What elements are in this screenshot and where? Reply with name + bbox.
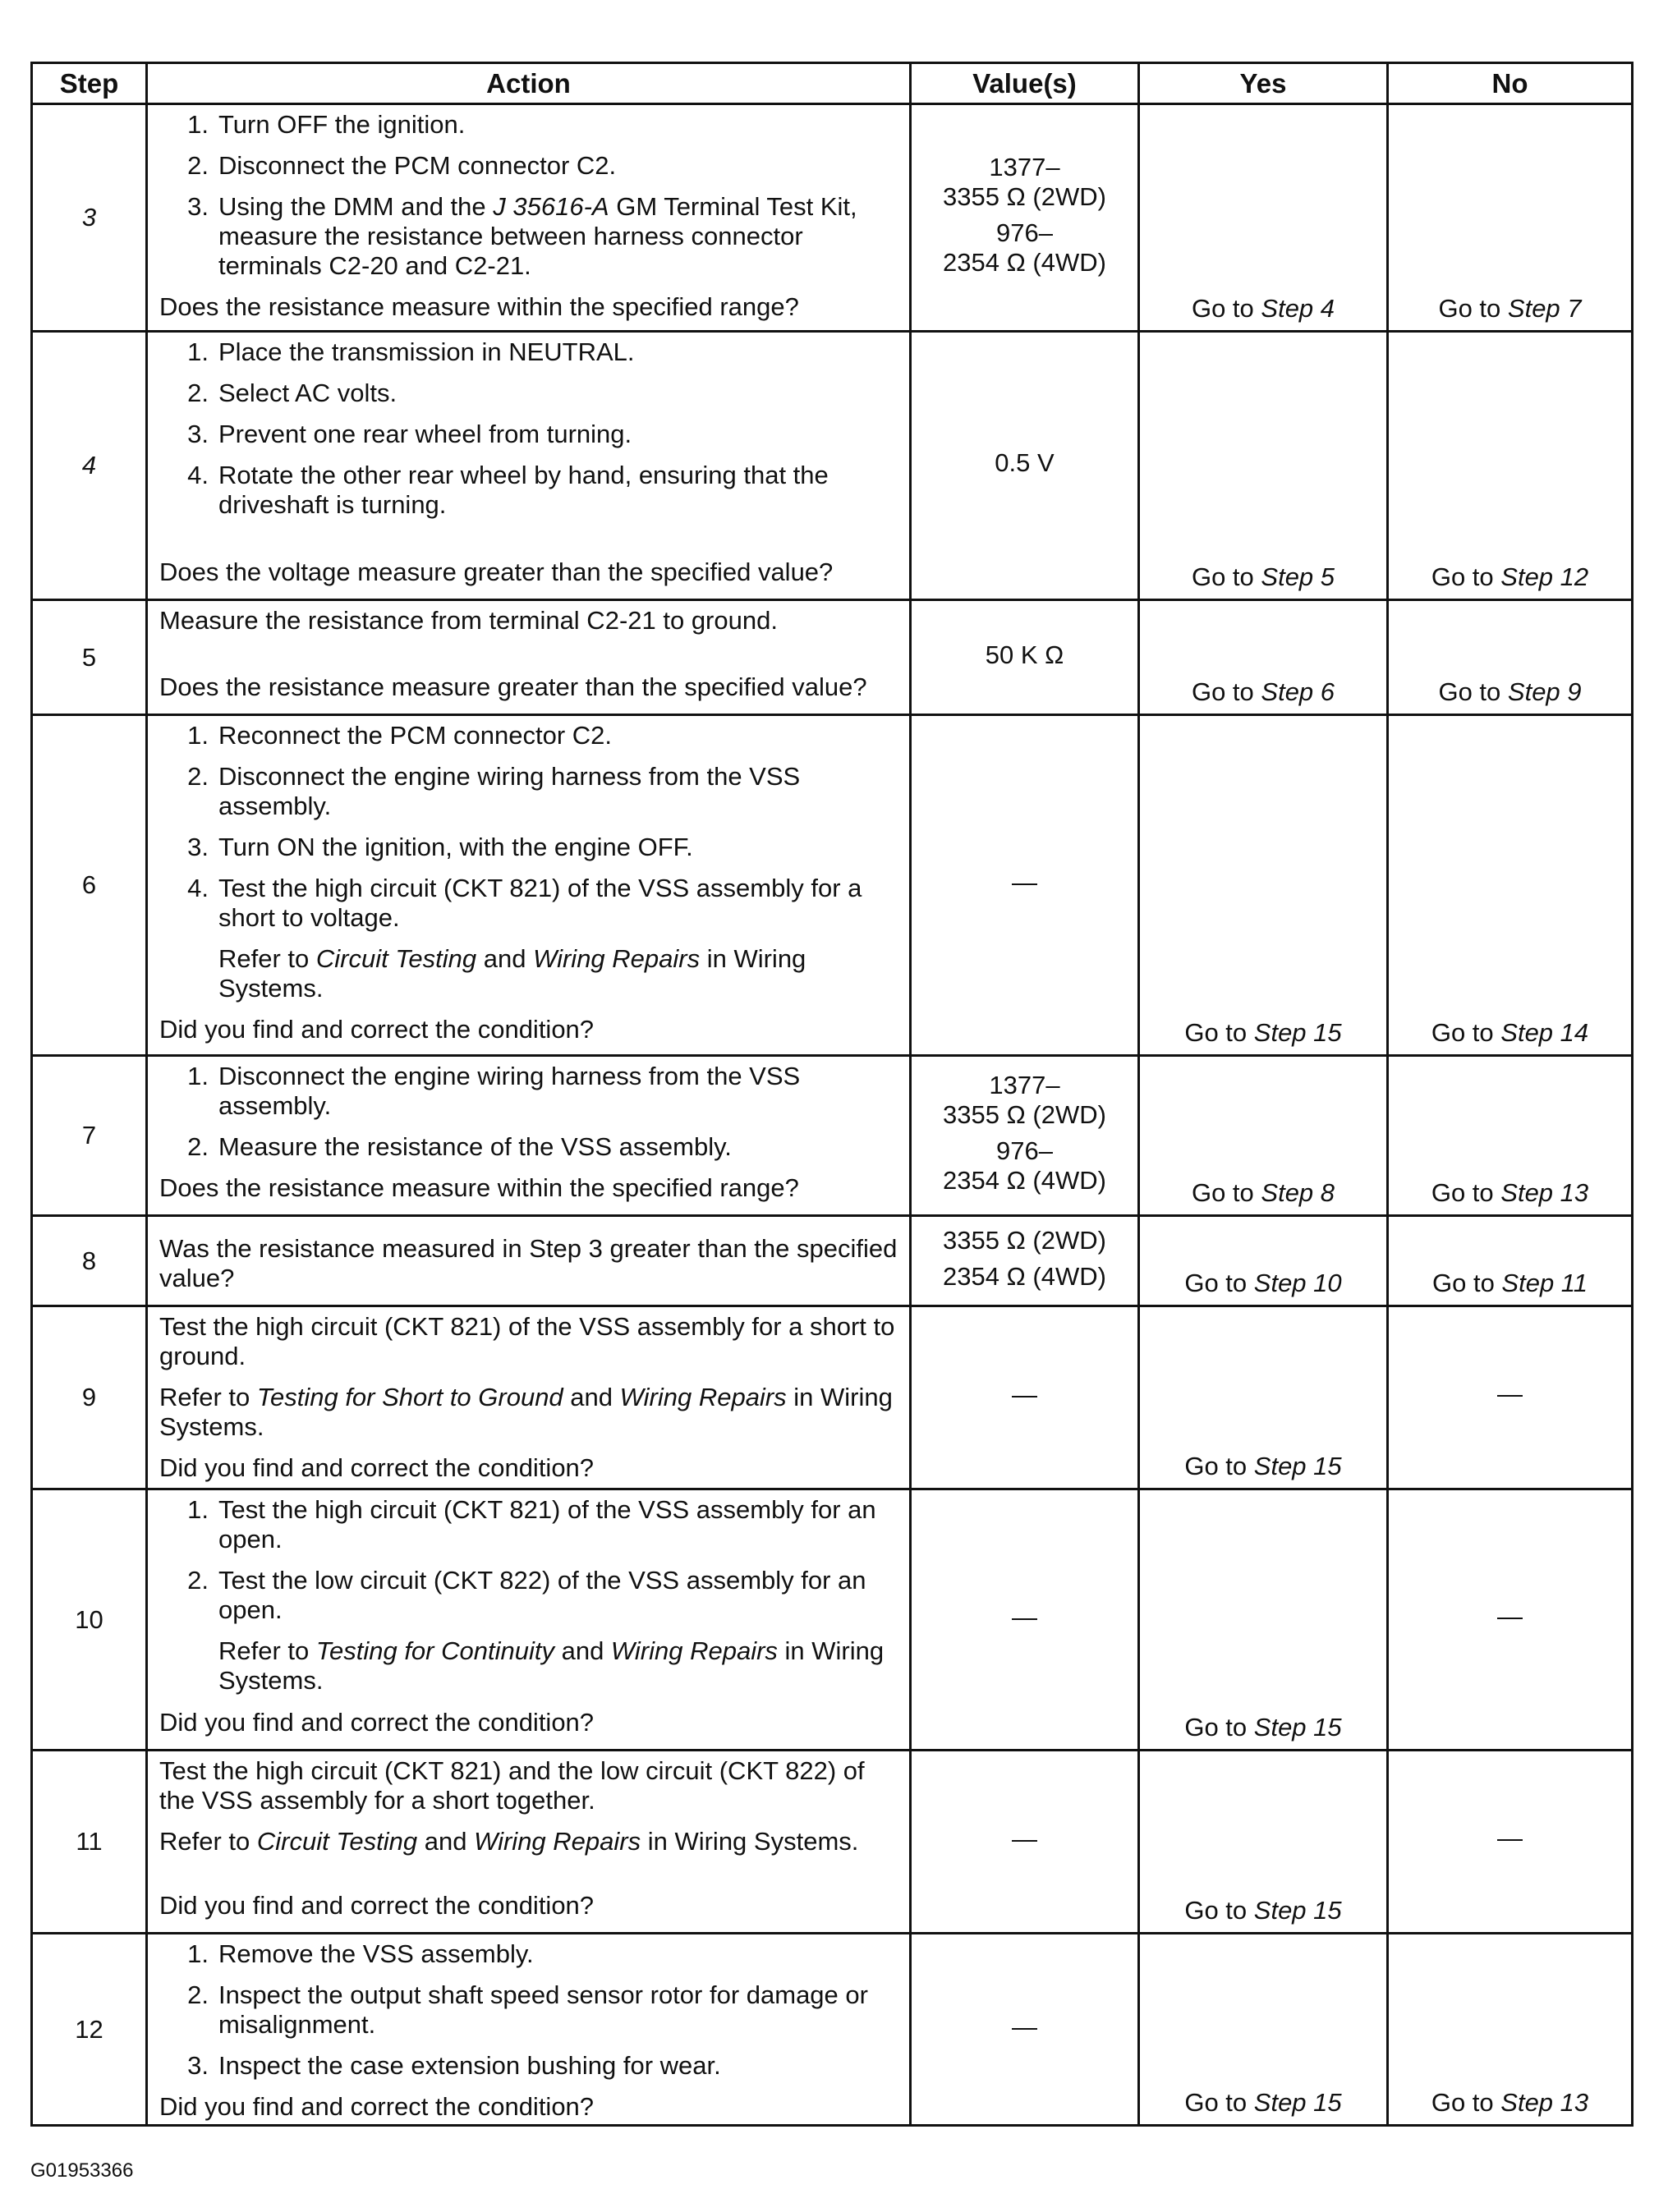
yes-goto-text: Go to	[1191, 294, 1261, 323]
action-cell	[147, 1489, 911, 1751]
action-step	[159, 944, 898, 1003]
action-step-number: 2.	[187, 1566, 209, 1595]
action-steps	[159, 1062, 898, 1173]
step-number: 3	[32, 104, 147, 332]
yes-goto-step: Step 15	[1253, 2088, 1342, 2117]
no-goto-step: Step 13	[1500, 1178, 1589, 1207]
action-text: Prevent one rear wheel from turning.	[218, 420, 632, 448]
action-steps	[159, 721, 898, 1015]
action-step	[159, 1132, 898, 1162]
action-paragraph	[159, 606, 898, 636]
diagnostic-table	[30, 62, 1634, 2127]
yes-goto-step: Step 15	[1253, 1713, 1342, 1742]
value-text: 976– 2354 Ω (4WD)	[943, 1136, 1106, 1195]
action-step-number: 3.	[187, 192, 209, 221]
action-step-number: 1.	[187, 721, 209, 750]
action-steps	[159, 1495, 898, 1707]
step-number: 7	[32, 1056, 147, 1216]
action-question: Was the resistance measured in Step 3 greater than the specified value?	[159, 1234, 898, 1292]
step-number: 12	[32, 1934, 147, 2126]
action-cell	[147, 332, 911, 600]
action-text: Test the high circuit (CKT 821) of the VSS assembly for a short to voltage.	[218, 874, 862, 932]
table-row	[32, 1216, 1633, 1306]
action-steps	[159, 606, 898, 647]
values-cell	[911, 104, 1139, 332]
no-cell	[1388, 1306, 1633, 1489]
action-content	[159, 721, 898, 1043]
step-number: 9	[32, 1306, 147, 1489]
no-dash: —	[1497, 1379, 1523, 1408]
action-step	[159, 1495, 898, 1554]
action-step-text	[218, 151, 898, 181]
action-content	[159, 606, 898, 702]
no-cell	[1388, 1216, 1633, 1306]
header-step: Step	[32, 63, 147, 104]
action-steps	[159, 1756, 898, 1868]
values-cell	[911, 1751, 1139, 1934]
values-cell	[911, 332, 1139, 600]
action-step-text	[218, 192, 898, 281]
action-text: in Wiring Systems.	[641, 1827, 859, 1856]
value-text: —	[1012, 1824, 1037, 1853]
action-step-number: 2.	[187, 379, 209, 407]
yes-cell	[1139, 1751, 1388, 1934]
action-step-number: 1.	[187, 1062, 209, 1090]
action-step	[159, 1636, 898, 1696]
yes-goto-step: Step 6	[1261, 677, 1335, 706]
action-question: Does the resistance measure greater than the specified value?	[159, 672, 867, 701]
value-text: 976– 2354 Ω (4WD)	[943, 218, 1106, 277]
action-step	[159, 2051, 898, 2081]
yes-goto-step: Step 5	[1261, 562, 1335, 591]
action-question: Does the voltage measure greater than the specified value?	[159, 558, 834, 586]
action-text: Disconnect the engine wiring harness from the VSS assembly.	[218, 1062, 801, 1120]
table-row	[32, 104, 1633, 332]
no-cell	[1388, 332, 1633, 600]
action-steps	[159, 1939, 898, 2092]
action-text: and	[554, 1636, 611, 1665]
no-dash: —	[1497, 1601, 1523, 1631]
table-header-row	[32, 63, 1633, 104]
diagnostic-table-sheet	[30, 62, 1631, 2127]
reference-text: Circuit Testing	[315, 944, 477, 973]
action-text: Using the DMM and the	[218, 192, 494, 221]
no-dash: —	[1497, 1824, 1523, 1852]
no-goto-step: Step 13	[1500, 2088, 1589, 2117]
value-text: —	[1012, 2012, 1037, 2041]
action-step-text	[218, 1980, 898, 2040]
value-text: —	[1012, 1380, 1037, 1409]
action-step-text	[218, 1636, 898, 1696]
action-text: Test the high circuit (CKT 821) and the low circuit (CKT 822) of the VSS assembly for a short together.	[159, 1756, 865, 1815]
yes-goto-step: Step 10	[1253, 1269, 1342, 1297]
action-cell	[147, 1934, 911, 2126]
yes-goto-text: Go to	[1184, 1452, 1254, 1480]
action-question: Did you find and correct the condition?	[159, 1015, 595, 1044]
no-goto-text: Go to	[1431, 1269, 1502, 1297]
action-step-number: 2.	[187, 1132, 209, 1161]
value-text: 1377– 3355 Ω (2WD)	[943, 153, 1106, 211]
yes-goto-step: Step 15	[1253, 1896, 1342, 1925]
action-text: Place the transmission in NEUTRAL.	[218, 337, 635, 366]
action-text: Refer to	[218, 1636, 316, 1665]
values-cell	[911, 1306, 1139, 1489]
action-content	[159, 1312, 898, 1482]
no-goto-step: Step 11	[1501, 1269, 1588, 1297]
action-text: in Wiring Systems.	[159, 1383, 893, 1441]
action-text: Disconnect the PCM connector C2.	[218, 151, 617, 180]
action-step	[159, 721, 898, 750]
action-question: Did you find and correct the condition?	[159, 1891, 595, 1920]
action-steps	[159, 1312, 898, 1453]
yes-goto-text: Go to	[1184, 1018, 1254, 1047]
step-number: 8	[32, 1216, 147, 1306]
no-goto-step: Step 14	[1500, 1018, 1589, 1047]
action-text: Measure the resistance from terminal C2-21 to ground.	[159, 606, 778, 635]
action-content	[159, 337, 898, 587]
action-text: in Wiring Systems.	[218, 944, 806, 1003]
action-step-text	[218, 379, 898, 408]
action-cell	[147, 1306, 911, 1489]
action-step-number: 4.	[187, 874, 209, 902]
values-cell	[911, 1934, 1139, 2126]
action-steps	[159, 337, 898, 531]
action-step-number: 2.	[187, 151, 209, 180]
yes-cell	[1139, 1056, 1388, 1216]
action-step-number: 1.	[187, 1495, 209, 1524]
action-step-text	[218, 1062, 898, 1121]
action-step	[159, 337, 898, 367]
action-steps	[159, 110, 898, 292]
action-step	[159, 833, 898, 862]
step-number: 6	[32, 715, 147, 1056]
action-step	[159, 192, 898, 281]
action-text: Reconnect the PCM connector C2.	[218, 721, 613, 750]
yes-goto-text: Go to	[1191, 1178, 1261, 1207]
action-cell	[147, 104, 911, 332]
yes-goto-step: Step 15	[1253, 1452, 1342, 1480]
action-content	[159, 1756, 898, 1921]
reference-text: Circuit Testing	[256, 1827, 418, 1856]
step-number: 10	[32, 1489, 147, 1751]
action-step-text	[218, 461, 898, 520]
action-content	[159, 110, 898, 319]
action-text: Rotate the other rear wheel by hand, ensuring that the driveshaft is turning.	[218, 461, 829, 519]
action-paragraph	[159, 1312, 898, 1371]
table-row	[32, 1489, 1633, 1751]
action-content	[159, 1222, 898, 1293]
no-goto-text: Go to	[1431, 1178, 1501, 1207]
yes-goto-text: Go to	[1184, 1713, 1254, 1742]
action-paragraph	[159, 1756, 898, 1815]
action-paragraph	[159, 1827, 898, 1856]
values-cell	[911, 1489, 1139, 1751]
action-step-text	[218, 874, 898, 933]
action-text: Test the high circuit (CKT 821) of the VSS assembly for a short to ground.	[159, 1312, 895, 1370]
values-cell	[911, 715, 1139, 1056]
action-text: and	[476, 944, 534, 973]
action-question: Did you find and correct the condition?	[159, 1708, 595, 1737]
no-cell	[1388, 600, 1633, 715]
action-text: Refer to	[218, 944, 316, 973]
action-content	[159, 1939, 898, 2121]
value-text: 3355 Ω (2WD)	[943, 1225, 1106, 1255]
action-content	[159, 1062, 898, 1203]
action-step	[159, 1062, 898, 1121]
action-question: Does the resistance measure within the specified range?	[159, 292, 799, 321]
action-step	[159, 1980, 898, 2040]
yes-goto-step: Step 4	[1261, 294, 1335, 323]
action-text: and	[563, 1383, 620, 1411]
step-number: 5	[32, 600, 147, 715]
values-cell	[911, 1216, 1139, 1306]
action-paragraph	[159, 1383, 898, 1442]
action-step-text	[218, 2051, 898, 2081]
yes-goto-text: Go to	[1184, 2088, 1254, 2117]
action-text: Refer to	[159, 1827, 257, 1856]
table-row	[32, 715, 1633, 1056]
yes-cell	[1139, 1934, 1388, 2126]
action-step-number: 1.	[187, 1939, 209, 1968]
action-step	[159, 1939, 898, 1969]
yes-goto-step: Step 15	[1253, 1018, 1342, 1047]
action-step-text	[218, 110, 898, 140]
reference-text: Wiring Repairs	[474, 1827, 641, 1856]
yes-cell	[1139, 1216, 1388, 1306]
no-goto-text: Go to	[1431, 2088, 1501, 2117]
action-text: Measure the resistance of the VSS assembly.	[218, 1132, 732, 1161]
action-question: Does the resistance measure within the specified range?	[159, 1173, 799, 1202]
action-text: and	[417, 1827, 475, 1856]
action-question: Did you find and correct the condition?	[159, 1453, 595, 1482]
yes-cell	[1139, 1489, 1388, 1751]
yes-cell	[1139, 332, 1388, 600]
value-text: —	[1012, 868, 1037, 897]
value-text: 0.5 V	[995, 448, 1055, 477]
yes-cell	[1139, 600, 1388, 715]
action-text: Select AC volts.	[218, 379, 397, 407]
values-cell	[911, 600, 1139, 715]
action-text: Test the low circuit (CKT 822) of the VSS assembly for an open.	[218, 1566, 866, 1624]
table-row	[32, 600, 1633, 715]
yes-goto-text: Go to	[1191, 562, 1261, 591]
action-step-text	[218, 944, 898, 1003]
action-step	[159, 110, 898, 140]
action-step-text	[218, 1495, 898, 1554]
yes-cell	[1139, 104, 1388, 332]
action-step-text	[218, 420, 898, 449]
table-row	[32, 1056, 1633, 1216]
action-cell	[147, 1216, 911, 1306]
table-row	[32, 1751, 1633, 1934]
no-cell	[1388, 715, 1633, 1056]
action-cell	[147, 600, 911, 715]
action-text: in Wiring Systems.	[218, 1636, 885, 1695]
action-text: Refer to	[159, 1383, 257, 1411]
figure-id: G01953366	[30, 2159, 134, 2182]
step-number: 11	[32, 1751, 147, 1934]
step-number: 4	[32, 332, 147, 600]
action-step	[159, 151, 898, 181]
header-values: Value(s)	[911, 63, 1139, 104]
header-no: No	[1388, 63, 1633, 104]
reference-text: J 35616-A	[493, 192, 609, 221]
no-goto-text: Go to	[1438, 294, 1508, 323]
action-step-number	[159, 1636, 218, 1696]
header-action: Action	[147, 63, 911, 104]
table-row	[32, 1306, 1633, 1489]
value-text: 50 K Ω	[985, 640, 1064, 669]
action-step	[159, 461, 898, 520]
no-goto-step: Step 9	[1507, 677, 1582, 706]
action-step-text	[218, 337, 898, 367]
action-step-text	[218, 833, 898, 862]
action-text: Inspect the output shaft speed sensor rotor for damage or misalignment.	[218, 1980, 868, 2039]
action-content	[159, 1495, 898, 1737]
action-step-text	[218, 1132, 898, 1162]
action-step-number	[159, 944, 218, 1003]
reference-text: Testing for Short to Ground	[256, 1383, 563, 1411]
yes-cell	[1139, 715, 1388, 1056]
action-step-number: 3.	[187, 420, 209, 448]
action-cell	[147, 1751, 911, 1934]
action-step	[159, 762, 898, 821]
reference-text: Testing for Continuity	[315, 1636, 554, 1665]
reference-text: Wiring Repairs	[610, 1636, 778, 1665]
no-cell	[1388, 1056, 1633, 1216]
no-goto-step: Step 12	[1500, 562, 1589, 591]
action-step-text	[218, 1566, 898, 1625]
action-text: Test the high circuit (CKT 821) of the VSS assembly for an open.	[218, 1495, 876, 1553]
action-step-number: 2.	[187, 1980, 209, 2009]
reference-text: Wiring Repairs	[619, 1383, 787, 1411]
value-text: —	[1012, 1602, 1037, 1631]
no-goto-text: Go to	[1431, 562, 1501, 591]
value-text: 2354 Ω (4WD)	[943, 1261, 1106, 1291]
action-text: GM Terminal Test Kit, measure the resistance between harness connector terminals C2-20 and C2-21.	[218, 192, 857, 280]
action-cell	[147, 715, 911, 1056]
no-cell	[1388, 1489, 1633, 1751]
action-step-number: 3.	[187, 833, 209, 861]
action-step-number: 2.	[187, 762, 209, 791]
action-text: Remove the VSS assembly.	[218, 1939, 534, 1968]
action-cell	[147, 1056, 911, 1216]
no-goto-text: Go to	[1438, 677, 1508, 706]
value-text: 1377– 3355 Ω (2WD)	[943, 1071, 1106, 1129]
action-step-text	[218, 762, 898, 821]
action-text: Inspect the case extension bushing for wear.	[218, 2051, 721, 2080]
action-step-number: 1.	[187, 337, 209, 366]
action-step-number: 3.	[187, 2051, 209, 2080]
yes-goto-text: Go to	[1184, 1896, 1254, 1925]
yes-cell	[1139, 1306, 1388, 1489]
action-step-text	[218, 721, 898, 750]
yes-goto-text: Go to	[1191, 677, 1261, 706]
table-row	[32, 1934, 1633, 2126]
action-text: Turn ON the ignition, with the engine OFF.	[218, 833, 693, 861]
reference-text: Wiring Repairs	[533, 944, 701, 973]
no-cell	[1388, 1751, 1633, 1934]
no-goto-step: Step 7	[1507, 294, 1582, 323]
action-text: Turn OFF the ignition.	[218, 110, 466, 139]
no-cell	[1388, 1934, 1633, 2126]
action-question: Did you find and correct the condition?	[159, 2092, 595, 2121]
action-step	[159, 379, 898, 408]
action-step-number: 1.	[187, 110, 209, 139]
action-step	[159, 874, 898, 933]
action-step	[159, 1566, 898, 1625]
action-step	[159, 420, 898, 449]
no-cell	[1388, 104, 1633, 332]
no-goto-text: Go to	[1431, 1018, 1501, 1047]
table-body	[32, 104, 1633, 2126]
yes-goto-text: Go to	[1184, 1269, 1254, 1297]
action-step-number: 4.	[187, 461, 209, 489]
header-yes: Yes	[1139, 63, 1388, 104]
table-row	[32, 332, 1633, 600]
yes-goto-step: Step 8	[1261, 1178, 1335, 1207]
values-cell	[911, 1056, 1139, 1216]
action-step-text	[218, 1939, 898, 1969]
action-text: Disconnect the engine wiring harness from the VSS assembly.	[218, 762, 801, 820]
